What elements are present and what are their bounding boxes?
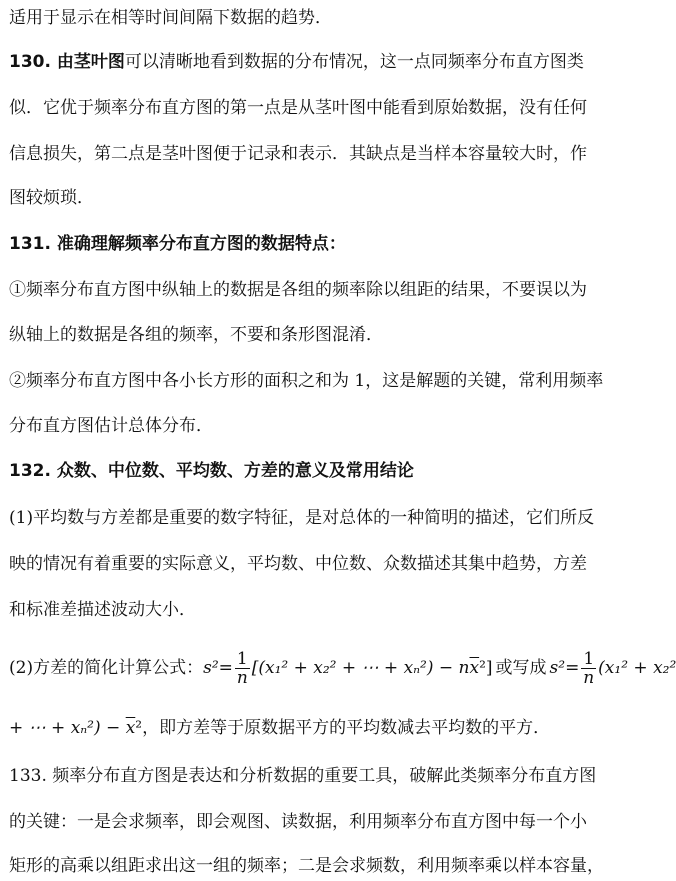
fraction-numerator: 1	[583, 648, 595, 669]
variance-formula-line	[9, 645, 676, 691]
fraction-denominator: n	[236, 667, 248, 688]
paragraph-131-2-line-2: 分布直方图估计总体分布．	[9, 416, 213, 436]
paragraph-132-1-line-1: (1)平均数与方差都是重要的数字特征，是对总体的一种简明的描述，它们所反	[9, 508, 595, 528]
fraction	[581, 650, 596, 687]
formula-expression: ²	[135, 718, 143, 738]
formula-symbol: s²	[549, 658, 566, 678]
paragraph-130-line-2: 似．它优于频率分布直方图的第一点是从茎叶图中能看到原始数据，没有任何	[9, 98, 587, 118]
item-number: 130.	[9, 52, 57, 72]
paragraph-131-1-line-2: 纵轴上的数据是各组的频率，不要和条形图混淆．	[9, 325, 383, 345]
heading-131: 131. 准确理解频率分布直方图的数据特点：	[9, 234, 346, 254]
formula-symbol: s²	[203, 658, 219, 678]
text-span: 可以清晰地看到数据的分布情况，这一点同频率分布直方图类	[124, 52, 584, 72]
paragraph-133-line-3: 矩形的高乘以组距求出这一组的频率；二是会求频数，利用频率乘以样本容量，	[9, 856, 604, 876]
bold-term: 由茎叶图	[56, 52, 125, 72]
formula-expression: [(x₁² + x₂² + ⋯ + xₙ²) − n	[251, 658, 470, 678]
paragraph-130-line-3: 信息损失，第二点是茎叶图便于记录和表示．其缺点是当样本容量较大时，作	[9, 144, 587, 164]
fraction	[235, 650, 250, 687]
formula-symbol: =	[565, 658, 580, 678]
paragraph-131-2-line-1: ②频率分布直方图中各小长方形的面积之和为 1，这是解题的关键，常利用频率	[9, 371, 604, 391]
paragraph-133-line-2: 的关键：一是会求频率，即会观图、读数据，利用频率分布直方图中每一个小	[9, 812, 587, 832]
fraction-numerator: 1	[236, 648, 248, 669]
formula-expression: (x₁² + x₂²	[598, 658, 676, 678]
formula-expression: + ⋯ + xₙ²) −	[9, 718, 126, 738]
paragraph-132-1-line-3: 和标准差描述波动大小．	[9, 600, 196, 620]
text-span: (2)方差的简化计算公式：	[9, 658, 204, 678]
formula-symbol: =	[218, 658, 233, 678]
text-line: 适用于显示在相等时间间隔下数据的趋势．	[9, 8, 332, 28]
variance-formula-continuation	[9, 716, 551, 740]
paragraph-133-line-1: 133. 频率分布直方图是表达和分析数据的重要工具，破解此类频率分布直方图	[9, 766, 597, 786]
formula-expression: ²]	[479, 658, 493, 678]
paragraph-130-line-1	[9, 50, 584, 74]
mean-symbol: $\overline{x}$	[469, 658, 480, 678]
mean-symbol: $\overline{x}$	[125, 718, 136, 738]
text-span: ，即方差等于原数据平方的平均数减去平均数的平方．	[142, 718, 551, 738]
paragraph-132-1-line-2: 映的情况有着重要的实际意义，平均数、中位数、众数描述其集中趋势，方差	[9, 554, 587, 574]
paragraph-131-1-line-1: ①频率分布直方图中纵轴上的数据是各组的频率除以组距的结果，不要误以为	[9, 280, 587, 300]
heading-132: 132. 众数、中位数、平均数、方差的意义及常用结论	[9, 461, 414, 481]
text-span: 或写成	[495, 658, 547, 678]
fraction-denominator: n	[583, 667, 595, 688]
paragraph-130-line-4: 图较烦琐．	[9, 188, 94, 208]
